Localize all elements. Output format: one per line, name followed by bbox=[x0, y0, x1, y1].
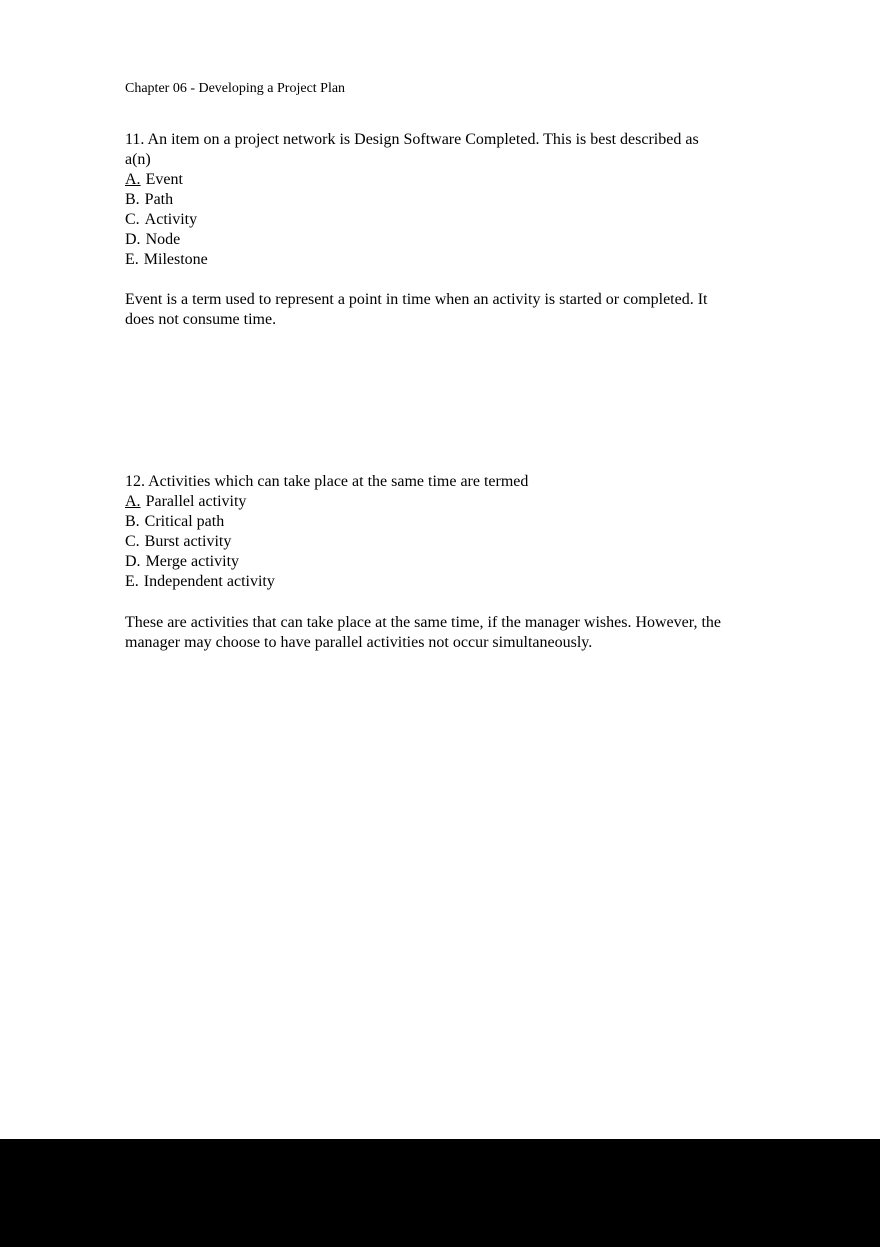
q11-option-d-text: Node bbox=[145, 231, 181, 248]
q11-feedback-line-2: does not consume time. bbox=[125, 311, 277, 328]
q12-feedback-line-2: manager may choose to have parallel activities not occur simultaneously. bbox=[125, 634, 593, 651]
q11-option-d bbox=[125, 230, 790, 250]
q12-feedback-line-1: These are activities that can take place at the same time, if the manager wishes. However, the bbox=[125, 614, 721, 631]
q12-option-d-text: Merge activity bbox=[145, 553, 240, 570]
q11-prompt-line-1: 11. An item on a project network is Design Software Completed. This is best described as bbox=[125, 131, 699, 148]
q12-option-c-text: Burst activity bbox=[144, 533, 232, 550]
question-11-feedback bbox=[125, 290, 790, 330]
q12-option-a bbox=[125, 492, 790, 512]
bottom-letterbox bbox=[0, 1139, 880, 1247]
q12-option-b-text: Critical path bbox=[144, 513, 225, 530]
q12-option-b bbox=[125, 512, 790, 532]
q12-option-e-letter: E. bbox=[125, 573, 139, 590]
q11-option-a-text: Event bbox=[145, 171, 183, 188]
q12-option-a-text: Parallel activity bbox=[145, 493, 247, 510]
q12-option-b-letter: B. bbox=[125, 513, 140, 530]
question-12-block bbox=[125, 472, 790, 592]
q12-option-d bbox=[125, 552, 790, 572]
q11-option-d-letter: D. bbox=[125, 231, 141, 248]
q11-option-c bbox=[125, 210, 790, 230]
q11-option-e-letter: E. bbox=[125, 251, 139, 268]
q11-option-b-text: Path bbox=[144, 191, 174, 208]
q12-prompt-line-1: 12. Activities which can take place at the same time are termed bbox=[125, 473, 529, 490]
question-11-block bbox=[125, 130, 790, 270]
q11-option-e bbox=[125, 250, 790, 270]
question-12-feedback bbox=[125, 613, 790, 653]
q12-option-c bbox=[125, 532, 790, 552]
q11-option-c-letter: C. bbox=[125, 211, 140, 228]
q11-option-e-text: Milestone bbox=[143, 251, 208, 268]
q12-option-e bbox=[125, 572, 790, 592]
q11-option-a-letter: A. bbox=[125, 171, 141, 188]
q12-option-a-letter: A. bbox=[125, 493, 141, 510]
q11-feedback-line-1: Event is a term used to represent a point in time when an activity is started or completed. It bbox=[125, 291, 708, 308]
q11-option-b bbox=[125, 190, 790, 210]
q12-option-e-text: Independent activity bbox=[143, 573, 275, 590]
q11-option-b-letter: B. bbox=[125, 191, 140, 208]
q11-option-a bbox=[125, 170, 790, 190]
q12-option-d-letter: D. bbox=[125, 553, 141, 570]
q11-option-c-text: Activity bbox=[144, 211, 198, 228]
chapter-header: Chapter 06 - Developing a Project Plan bbox=[125, 81, 346, 96]
q12-option-c-letter: C. bbox=[125, 533, 140, 550]
q11-prompt-line-2: a(n) bbox=[125, 151, 151, 168]
